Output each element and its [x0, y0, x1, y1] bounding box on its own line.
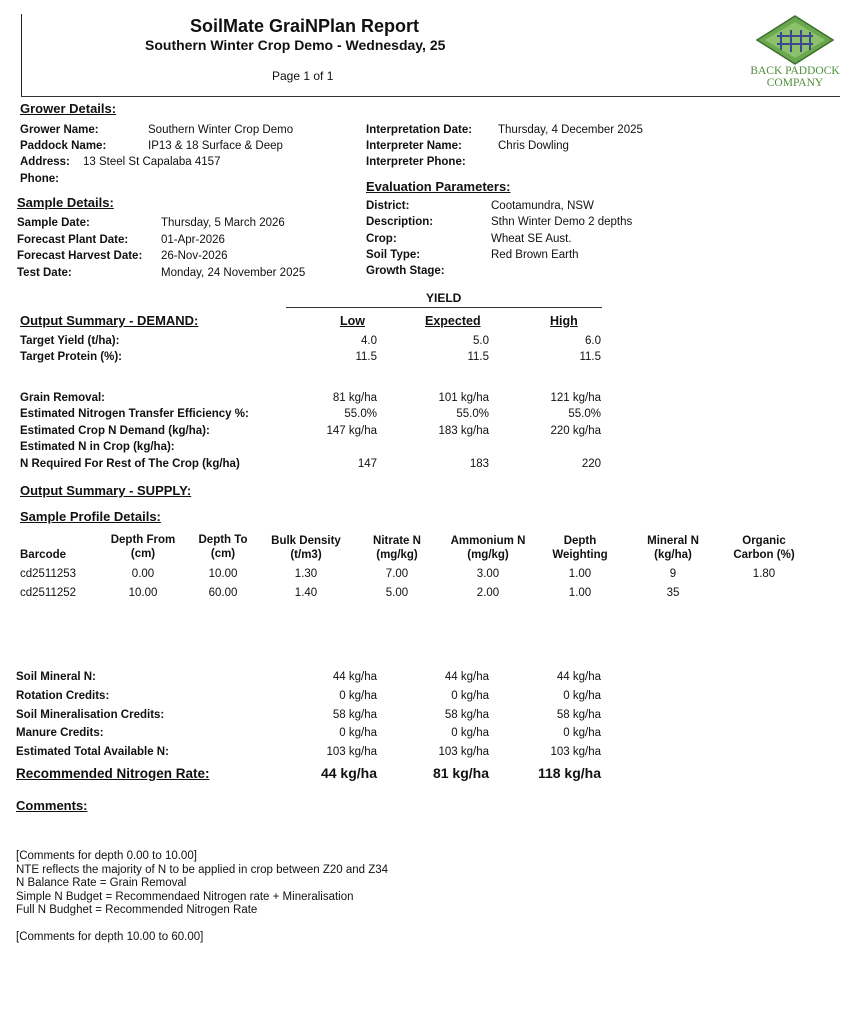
yield-heading: YIELD	[426, 291, 462, 305]
evaluation-heading: Evaluation Parameters:	[366, 179, 511, 194]
col-bulk-density	[261, 534, 351, 562]
demand-row-high: 220 kg/ha	[550, 425, 601, 437]
col-depth-to-line2: (cm)	[210, 548, 236, 560]
back-paddock-logo-icon	[755, 14, 835, 66]
demand-row-low: 11.5	[355, 351, 377, 363]
demand-row-label: Estimated Crop N Demand (kg/ha):	[20, 425, 210, 437]
col-bulk-line2: (t/m3)	[290, 549, 322, 561]
col-barcode: Barcode	[20, 549, 67, 561]
interpreter-name-label: Interpreter Name:	[366, 140, 462, 152]
profile-depth-from: 10.00	[128, 587, 158, 599]
growth-stage-label: Growth Stage:	[366, 265, 445, 277]
sample-details-heading: Sample Details:	[17, 195, 114, 210]
profile-barcode: cd2511252	[20, 587, 77, 599]
plant-date-label: Forecast Plant Date:	[17, 234, 129, 246]
supply-row-label: Rotation Credits:	[16, 690, 110, 702]
demand-row-high: 55.0%	[568, 408, 601, 420]
col-weight-line2: Weighting	[552, 549, 608, 561]
recommended-low: 44 kg/ha	[320, 765, 377, 781]
district-value: Cootamundra, NSW	[491, 200, 594, 212]
demand-row-label: Grain Removal:	[20, 392, 105, 404]
grower-details-heading: Grower Details:	[20, 101, 117, 116]
supply-row-expected: 0 kg/ha	[451, 690, 489, 702]
col-depth-to	[183, 533, 263, 561]
paddock-name-value: IP13 & 18 Surface & Deep	[148, 140, 283, 152]
page-number: Page 1 of 1	[272, 69, 334, 83]
phone-label: Phone:	[20, 173, 59, 185]
logo-text	[745, 65, 845, 89]
supply-row-low: 0 kg/ha	[339, 727, 377, 739]
comment-depth-2: [Comments for depth 10.00 to 60.00]	[16, 931, 204, 943]
supply-row-expected: 0 kg/ha	[451, 727, 489, 739]
comments-block	[16, 850, 388, 918]
interpretation-date-value: Thursday, 4 December 2025	[498, 124, 643, 136]
profile-mineral-n: 9	[669, 568, 677, 580]
plant-date-value: 01-Apr-2026	[161, 234, 225, 246]
logo-line-2: COMPANY	[766, 77, 824, 89]
demand-row-label: Estimated N in Crop (kg/ha):	[20, 441, 175, 453]
interpretation-date-label: Interpretation Date:	[366, 124, 473, 136]
col-carbon-line2: Carbon (%)	[733, 549, 795, 561]
demand-row-label: Target Protein (%):	[20, 351, 123, 363]
description-value: Sthn Winter Demo 2 depths	[491, 216, 633, 228]
address-value: 13 Steel St Capalaba 4157	[83, 156, 221, 168]
demand-row-label: N Required For Rest of The Crop (kg/ha)	[20, 458, 240, 470]
profile-nitrate: 5.00	[385, 587, 409, 599]
profile-ammonium: 2.00	[476, 587, 500, 599]
supply-row-high: 58 kg/ha	[556, 709, 601, 721]
demand-row-low: 81 kg/ha	[332, 392, 377, 404]
demand-row-expected: 55.0%	[456, 408, 489, 420]
col-organic-carbon	[722, 534, 806, 562]
header-bottom-rule	[21, 96, 840, 97]
supply-row-expected: 44 kg/ha	[444, 671, 489, 683]
profile-weighting: 1.00	[568, 587, 592, 599]
demand-row-low: 147 kg/ha	[326, 425, 377, 437]
address-label: Address:	[20, 156, 70, 168]
profile-weighting: 1.00	[568, 568, 592, 580]
profile-ammonium: 3.00	[476, 568, 500, 580]
demand-row-expected: 11.5	[467, 351, 489, 363]
demand-heading: Output Summary - DEMAND:	[20, 313, 199, 328]
soil-type-value: Red Brown Earth	[491, 249, 579, 261]
col-nitrate-line2: (mg/kg)	[376, 549, 418, 561]
demand-row-expected: 183 kg/ha	[438, 425, 489, 437]
demand-row-expected: 183	[469, 458, 489, 470]
demand-row-high: 121 kg/ha	[550, 392, 601, 404]
col-depth-from-line1: Depth From	[110, 534, 176, 546]
crop-label: Crop:	[366, 233, 397, 245]
supply-row-label: Soil Mineralisation Credits:	[16, 709, 165, 721]
col-mineral-line2: (kg/ha)	[654, 549, 692, 561]
col-ammonium-line1: Ammonium N	[450, 535, 526, 547]
supply-row-low: 0 kg/ha	[339, 690, 377, 702]
demand-row-expected: 5.0	[473, 335, 489, 347]
comment-line: N Balance Rate = Grain Removal	[16, 877, 187, 889]
col-mineral-line1: Mineral N	[647, 535, 699, 547]
profile-depth-to: 60.00	[208, 587, 238, 599]
yield-rule	[286, 307, 602, 308]
col-low: Low	[340, 314, 365, 328]
recommended-expected: 81 kg/ha	[432, 765, 489, 781]
report-subtitle: Southern Winter Crop Demo - Wednesday, 25	[145, 37, 446, 53]
supply-row-high: 44 kg/ha	[556, 671, 601, 683]
supply-row-label: Soil Mineral N:	[16, 671, 96, 683]
profile-depth-from: 0.00	[131, 568, 155, 580]
col-depth-from	[103, 533, 183, 561]
comment-line: Full N Budghet = Recommended Nitrogen Rate	[16, 904, 258, 916]
demand-row-expected: 101 kg/ha	[438, 392, 489, 404]
comment-line: [Comments for depth 0.00 to 10.00]	[16, 850, 197, 862]
interpreter-phone-label: Interpreter Phone:	[366, 156, 466, 168]
soil-type-label: Soil Type:	[366, 249, 421, 261]
test-date-value: Monday, 24 November 2025	[161, 267, 306, 279]
recommended-label: Recommended Nitrogen Rate:	[16, 766, 210, 781]
col-nitrate	[357, 534, 437, 562]
sample-date-value: Thursday, 5 March 2026	[161, 217, 285, 229]
col-high: High	[550, 314, 578, 328]
profile-organic-carbon: 1.80	[752, 568, 776, 580]
col-depth-weighting	[540, 534, 620, 562]
demand-row-low: 4.0	[361, 335, 377, 347]
demand-row-high: 11.5	[579, 351, 601, 363]
harvest-date-value: 26-Nov-2026	[161, 250, 228, 262]
test-date-label: Test Date:	[17, 267, 72, 279]
demand-row-low: 147	[357, 458, 377, 470]
supply-row-high: 0 kg/ha	[563, 727, 601, 739]
paddock-name-label: Paddock Name:	[20, 140, 107, 152]
demand-row-label: Estimated Nitrogen Transfer Efficiency %:	[20, 408, 249, 420]
sample-date-label: Sample Date:	[17, 217, 90, 229]
supply-heading: Output Summary - SUPPLY:	[20, 483, 192, 498]
logo-line-1: BACK PADDOCK	[750, 65, 840, 77]
profile-bulk-density: 1.30	[294, 568, 318, 580]
col-expected: Expected	[425, 314, 481, 328]
supply-row-expected: 58 kg/ha	[444, 709, 489, 721]
profile-nitrate: 7.00	[385, 568, 409, 580]
profile-barcode: cd2511253	[20, 568, 77, 580]
crop-value: Wheat SE Aust.	[491, 233, 572, 245]
comments-heading: Comments:	[16, 798, 88, 813]
supply-row-expected: 103 kg/ha	[438, 746, 489, 758]
col-weight-line1: Depth	[563, 535, 597, 547]
report-title: SoilMate GraiNPlan Report	[190, 16, 420, 36]
col-bulk-line1: Bulk Density	[271, 535, 341, 547]
profile-heading: Sample Profile Details:	[20, 509, 161, 524]
description-label: Description:	[366, 216, 434, 228]
profile-depth-to: 10.00	[208, 568, 238, 580]
supply-row-label: Estimated Total Available N:	[16, 746, 169, 758]
demand-row-low: 55.0%	[344, 408, 377, 420]
harvest-date-label: Forecast Harvest Date:	[17, 250, 143, 262]
profile-mineral-n: 35	[666, 587, 680, 599]
col-ammonium-line2: (mg/kg)	[467, 549, 509, 561]
supply-row-label: Manure Credits:	[16, 727, 104, 739]
grower-name-value: Southern Winter Crop Demo	[148, 124, 294, 136]
supply-row-low: 103 kg/ha	[326, 746, 377, 758]
demand-row-high: 220	[581, 458, 601, 470]
comment-line: Simple N Budget = Recommendaed Nitrogen rate + Mineralisation	[16, 890, 354, 903]
comment-line: NTE reflects the majority of N to be applied in crop between Z20 and Z34	[16, 863, 389, 876]
supply-row-low: 58 kg/ha	[332, 709, 377, 721]
supply-row-low: 44 kg/ha	[332, 671, 377, 683]
district-label: District:	[366, 200, 410, 212]
col-carbon-line1: Organic	[742, 535, 786, 547]
supply-row-high: 0 kg/ha	[563, 690, 601, 702]
supply-row-high: 103 kg/ha	[550, 746, 601, 758]
profile-bulk-density: 1.40	[294, 587, 318, 599]
recommended-high: 118 kg/ha	[537, 765, 601, 781]
col-depth-to-line1: Depth To	[198, 534, 248, 546]
interpreter-name-value: Chris Dowling	[498, 140, 569, 152]
header-left-rule	[21, 14, 22, 96]
grower-name-label: Grower Name:	[20, 124, 99, 136]
demand-row-high: 6.0	[585, 335, 601, 347]
col-nitrate-line1: Nitrate N	[373, 535, 421, 547]
demand-row-label: Target Yield (t/ha):	[20, 335, 120, 347]
col-ammonium	[443, 534, 533, 562]
col-mineral-n	[633, 534, 713, 562]
col-depth-from-line2: (cm)	[130, 548, 156, 560]
